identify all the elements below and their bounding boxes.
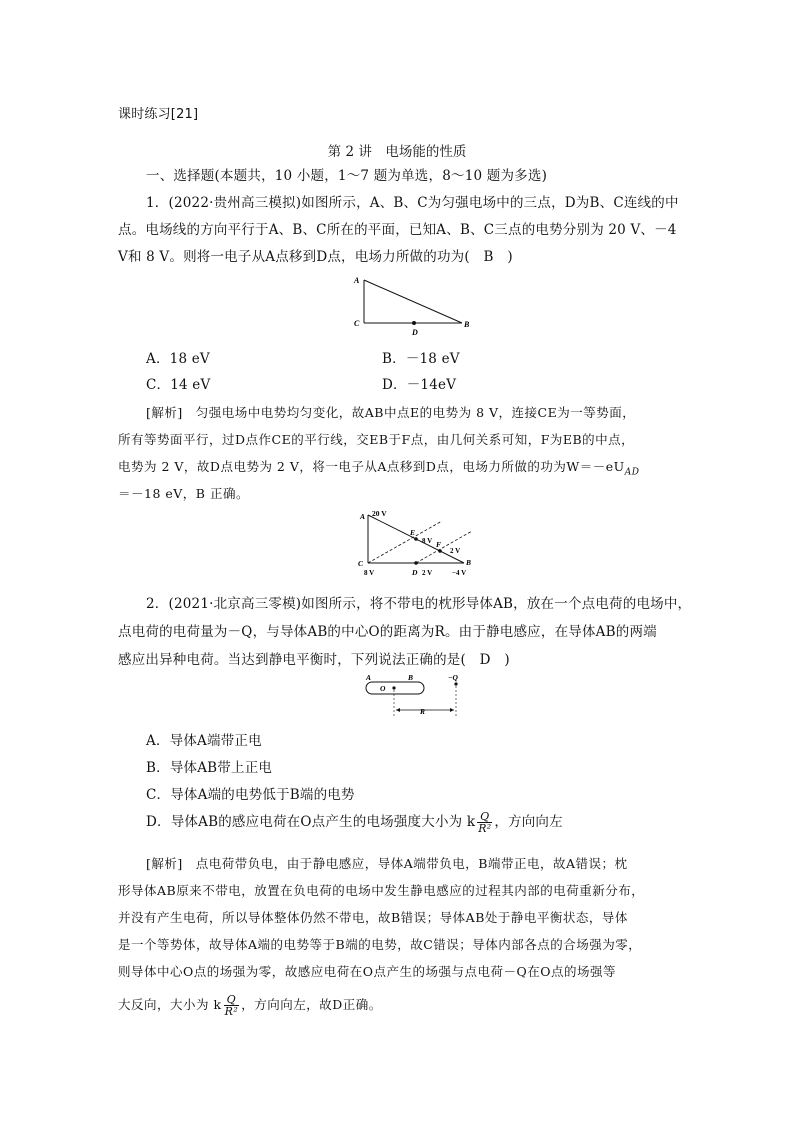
q2-explanation-line-6-post: ，方向向左，故D正确。 [241,997,382,1012]
q1-option-c: C．14 eV [146,377,211,393]
sol-label-b: B [466,558,472,567]
q1-explanation-line-3 [118,457,639,478]
sol-point-e [414,537,418,541]
q1-stem-line-1: 1．(2022·贵州高三模拟)如图所示，A、B、C为匀强电场中的三点，D为B、C连线的中 [146,195,679,211]
q2-label-charge: −Q [448,673,458,682]
sol-label-c-pot: 8 V [364,569,375,577]
q1-side-ab [364,280,462,323]
q2-point-charge [454,682,457,685]
q1-solution-figure [352,505,482,580]
sol-label-a-pot: 20 V [372,509,387,518]
q2-option-d-post: ，方向向左 [494,814,563,830]
sol-label-e-pot: 8 V [422,537,433,545]
sol-point-f [438,549,442,553]
sol-label-f-pot: 2 V [450,547,461,555]
q2-center-o [392,686,395,689]
q2-stem-line-3: 感应出异种电荷。当达到静电平衡时，下列说法正确的是( D ) [118,652,510,668]
q2-explanation-line-4: 是一个等势体，故导体A端的电势等于B端的电势，故C错误；导体内部各点的合场强为零， [118,937,642,952]
q2-option-b: B．导体AB带上正电 [146,760,273,776]
q2-explanation-line-6 [118,994,382,1017]
q2-stem-line-2: 点电荷的电荷量为－Q，与导体AB的中心O的距离为R。由于静电感应，在导体AB的两端 [118,624,657,640]
q2-option-d-pre: D．导体AB的感应电荷在O点产生的电场强度大小为 k [146,814,476,830]
header-label: 课时练习[21] [118,107,199,122]
q2-frac-num: Q [477,811,492,823]
q2-explanation-fraction [224,994,240,1017]
q1-stem-line-3: V和 8 V。则将一电子从A点移到D点，电场力所做的功为( B ) [118,249,513,265]
q1-stem-line-2: 点。电场线的方向平行于A、B、C所在的平面，已知A、B、C三点的电势分别为 20 V、－4 [118,222,677,238]
q1-option-d: D．－14eV [382,377,457,393]
sol-label-d-pot: 2 V [422,569,433,577]
q1-explanation-line-2: 所有等势面平行，过D点作CE的平行线，交EB于F点，由几何关系可知，F为EB的中点， [118,432,635,447]
q2-conductor-figure [360,672,470,720]
q1-option-a: A．18 eV [146,351,210,367]
q1-triangle-figure [340,270,480,340]
sol-point-d [414,561,418,565]
q2-option-c: C．导体A端的电势低于B端的电势 [146,787,355,803]
q2-label-o: O [380,684,386,693]
q2-label-b: B [408,673,414,682]
q2-option-d [146,810,563,834]
q1-label-a: A [354,276,360,285]
q1-explanation-subscript: AD [624,467,640,478]
q1-explanation-line-1: [解析] 匀强电场中电势均匀变化，故AB中点E的电势为 8 V，连接CE为一等势面， [146,405,636,420]
q2-option-a: A．导体A端带正电 [146,733,262,749]
q1-point-d [412,321,416,325]
q2-arrow-right [450,708,454,712]
q2-arrow-left [396,708,400,712]
section-heading: 一、选择题(本题共，10 小题，1～7 题为单选，8～10 题为多选) [146,168,548,184]
q2-explanation-line-5: 则导体中心O点的场强为零，故感应电荷在O点产生的场强与点电荷－Q在O点的场强等 [118,964,616,979]
sol-label-a: A [360,512,366,521]
q1-explanation-line-4: ＝－18 eV，B 正确。 [118,486,249,501]
q1-explanation-line-3-text: 电势为 2 V，故D点电势为 2 V，将一电子从A点移到D点，电场力所做的功为W＝－eU [118,459,625,474]
q2-frac-den: R² [478,822,492,835]
lecture-title: 第 2 讲 电场能的性质 [327,144,467,160]
q2-stem-line-1: 2．(2021·北京高三零模)如图所示，将不带电的枕形导体AB，放在一个点电荷的电场中， [146,596,692,612]
sol-label-d: D [412,568,418,577]
q2-explanation-line-6-pre: 大反向，大小为 k [118,997,222,1012]
q1-label-d: D [412,328,418,337]
sol-label-b-pot: −4 V [452,569,467,577]
q1-label-c: C [354,319,360,328]
q2-explanation-line-1: [解析] 点电荷带负电，由于静电感应，导体A端带负电，B端带正电，故A错误；枕 [146,856,628,871]
q2-option-d-fraction [477,811,492,834]
sol-label-e: E [410,528,416,537]
q1-option-b: B．－18 eV [382,351,460,367]
sol-label-c: C [358,559,364,568]
q2-explanation-line-3: 并没有产生电荷，所以导体整体仍然不带电，故B错误；导体AB处于静电平衡状态，导体 [118,910,628,925]
q2-expl-frac-num: Q [224,994,240,1006]
sol-line-df [416,531,472,563]
sol-label-f: F [436,540,442,549]
q2-expl-frac-den: R² [224,1005,239,1018]
q1-label-b: B [464,320,470,329]
q2-label-a: A [366,673,372,682]
q2-explanation-line-2: 形导体AB原来不带电，放置在负电荷的电场中发生静电感应的过程其内部的电荷重新分布， [118,883,645,898]
q2-label-r: R [420,707,426,716]
